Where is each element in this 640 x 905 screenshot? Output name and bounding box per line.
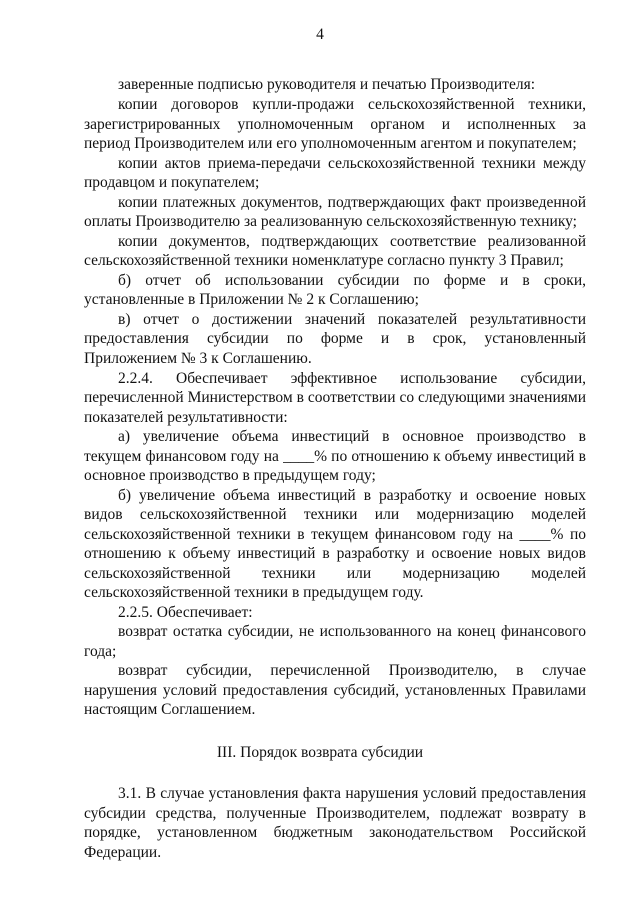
- text-line: года;: [84, 643, 117, 660]
- text-line: 2.2.4. Обеспечивает эффективное использование субсидии,: [118, 370, 586, 387]
- text-line: перечисленной Министерством в соответствии со следующими значениями: [84, 389, 586, 406]
- text-line: зарегистрированных уполномоченным органом и исполненных за: [84, 116, 586, 133]
- text-line: копии платежных документов, подтверждающих факт произведенной: [118, 194, 586, 211]
- text-line: б) увеличение объема инвестиций в разработку и освоение новых: [118, 487, 586, 504]
- text-line: видов сельскохозяйственной техники или модернизацию моделей: [84, 506, 586, 523]
- section-heading: III. Порядок возврата субсидии: [216, 744, 424, 761]
- text-line: копии актов приема-передачи сельскохозяйственной техники между: [118, 155, 586, 172]
- text-line: заверенные подписью руководителя и печатью Производителя:: [118, 76, 536, 93]
- text-line: отношению к объему инвестиций в разработку и освоение новых видов: [84, 545, 586, 562]
- text-line: субсидии средства, полученные Производителем, подлежат возврату в: [84, 805, 586, 822]
- text-line: предоставления субсидии по форме и в срок, установленный: [84, 330, 586, 347]
- text-line: сельскохозяйственной техники в текущем финансовом году на ____% по: [84, 526, 586, 543]
- text-line: сельскохозяйственной техники или модернизацию моделей: [84, 565, 586, 582]
- text-line: период Производителем или его уполномоченным агентом и покупателем;: [84, 135, 577, 152]
- text-line: копии документов, подтверждающих соответствие реализованной: [118, 233, 586, 250]
- text-line: в) отчет о достижении значений показателей результативности: [118, 311, 586, 328]
- text-line: а) увеличение объема инвестиций в основное производство в: [118, 428, 586, 445]
- text-line: копии договоров купли-продажи сельскохозяйственной техники,: [118, 96, 586, 113]
- text-line: основное производство в предыдущем году;: [84, 467, 376, 484]
- text-line: настоящим Соглашением.: [84, 701, 256, 718]
- text-line: сельскохозяйственной техники в предыдущем году.: [84, 584, 424, 601]
- text-line: возврат остатка субсидии, не использованного на конец финансового: [118, 623, 586, 640]
- text-line: Приложением № 3 к Соглашению.: [84, 350, 312, 367]
- text-line: порядке, установленном бюджетным законодательством Российской: [84, 824, 586, 841]
- text-line: установленные в Приложении № 2 к Соглашению;: [84, 291, 419, 308]
- text-line: 3.1. В случае установления факта нарушения условий предоставления: [118, 785, 586, 802]
- text-line: нарушения условий предоставления субсидий, установленных Правилами: [84, 682, 586, 699]
- page-number: 4: [316, 26, 324, 43]
- text-line: текущем финансовом году на ____% по отношению к объему инвестиций в: [84, 448, 586, 465]
- text-line: возврат субсидии, перечисленной Производителю, в случае: [118, 662, 586, 679]
- text-line: оплаты Производителю за реализованную сельскохозяйственную технику;: [84, 213, 577, 230]
- text-line: Федерации.: [84, 844, 162, 861]
- text-line: продавцом и покупателем;: [84, 174, 260, 191]
- text-line: 2.2.5. Обеспечивает:: [118, 604, 253, 621]
- text-line: сельскохозяйственной техники номенклатуре согласно пункту 3 Правил;: [84, 252, 564, 269]
- text-line: б) отчет об использовании субсидии по форме и в сроки,: [118, 272, 586, 289]
- text-line: показателей результативности:: [84, 409, 288, 426]
